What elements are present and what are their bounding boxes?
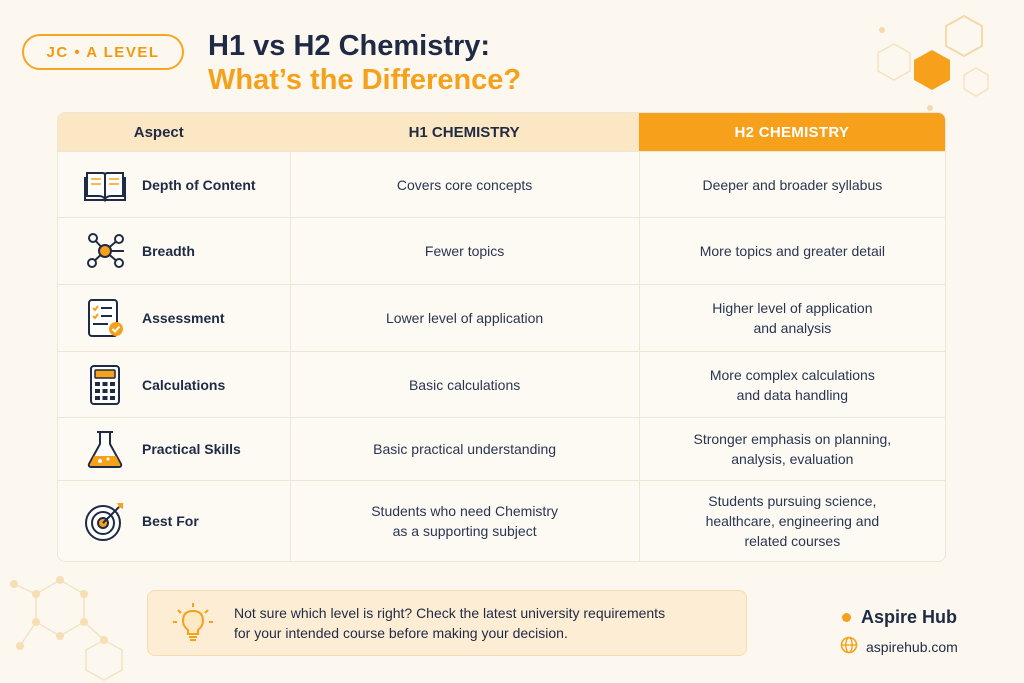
- brand-dot-icon: [842, 613, 851, 622]
- website-link[interactable]: aspirehub.com: [866, 638, 958, 655]
- aspect-cell: [58, 481, 290, 561]
- h1-cell: [290, 481, 639, 561]
- brand-name: Aspire Hub: [861, 607, 958, 627]
- h2-cell: [639, 152, 945, 217]
- aspect-label: Best For: [142, 513, 199, 529]
- aspect-label: Practical Skills: [142, 441, 241, 457]
- table-header: [58, 113, 945, 151]
- h2-text: More complex calculations and data handling: [709, 366, 875, 403]
- advice-callout: [147, 590, 747, 656]
- h2-cell: [639, 218, 945, 284]
- comparison-table: [57, 112, 946, 562]
- header-h1: H1 CHEMISTRY: [290, 113, 639, 151]
- calculator-icon: [84, 364, 126, 406]
- h2-text: Higher level of application and analysis: [712, 300, 873, 336]
- table-row: [58, 217, 945, 284]
- aspect-cell: [58, 285, 290, 351]
- header-aspect: Aspect: [58, 113, 290, 151]
- table-row: [58, 151, 945, 217]
- callout-line-2: for your intended course before making your decision.: [234, 625, 568, 641]
- h2-cell: [639, 418, 945, 480]
- aspect-cell: [58, 352, 290, 417]
- hexagon-decoration-icon: [860, 12, 1000, 112]
- callout-line-1: Not sure which level is right? Check the latest university requirements: [234, 605, 666, 621]
- aspect-label: Calculations: [142, 376, 226, 393]
- level-badge: JC • A LEVEL: [22, 34, 184, 70]
- h1-cell: [290, 218, 639, 284]
- h1-cell: [290, 285, 639, 351]
- h1-text: Lower level of application: [386, 310, 544, 326]
- target-icon: [84, 500, 126, 542]
- aspect-label: Depth of Content: [142, 176, 256, 193]
- table-row: [58, 284, 945, 351]
- table-row: [58, 351, 945, 417]
- page-subtitle: What’s the Difference?: [208, 64, 522, 96]
- callout-text: [234, 603, 665, 643]
- aspect-label: Breadth: [142, 243, 195, 259]
- h1-cell: [290, 152, 639, 217]
- table-row: [58, 480, 945, 561]
- website[interactable]: [840, 636, 958, 657]
- checklist-icon: [84, 297, 126, 339]
- flask-icon: [84, 428, 126, 470]
- header-h2: H2 CHEMISTRY: [639, 113, 945, 151]
- h1-text: Covers core concepts: [396, 176, 533, 193]
- aspect-cell: [58, 418, 290, 480]
- globe-icon: [840, 636, 858, 657]
- h2-text: Students pursuing science, healthcare, engineering and related courses: [705, 493, 880, 549]
- h2-cell: [639, 352, 945, 417]
- brand: [842, 607, 957, 628]
- h1-text: Basic practical understanding: [373, 441, 557, 457]
- h2-text: Stronger emphasis on planning, analysis, evaluation: [693, 431, 892, 467]
- h1-text: Basic calculations: [408, 376, 521, 393]
- molecule-decoration-icon: [0, 570, 140, 683]
- table-row: [58, 417, 945, 480]
- h2-cell: [639, 285, 945, 351]
- page-title: H1 vs H2 Chemistry:: [208, 30, 491, 62]
- aspect-cell: [58, 218, 290, 284]
- h1-cell: [290, 418, 639, 480]
- h1-text: Students who need Chemistry as a supporting subject: [371, 503, 558, 539]
- network-icon: [84, 230, 126, 272]
- book-icon: [84, 164, 126, 206]
- aspect-cell: [58, 152, 290, 217]
- h2-cell: [639, 481, 945, 561]
- lightbulb-icon: [172, 602, 214, 644]
- h1-text: Fewer topics: [424, 243, 505, 259]
- h2-text: More topics and greater detail: [699, 243, 885, 259]
- aspect-label: Assessment: [142, 310, 225, 326]
- h1-cell: [290, 352, 639, 417]
- h2-text: Deeper and broader syllabus: [702, 176, 883, 193]
